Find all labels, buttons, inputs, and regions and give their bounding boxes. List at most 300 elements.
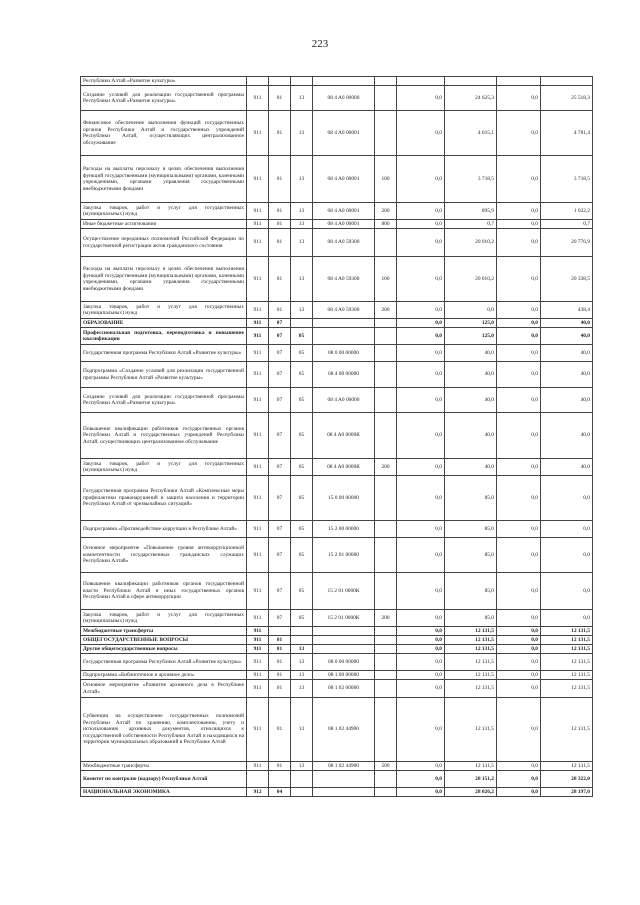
row-subsection-code: 05 (291, 538, 313, 573)
row-admin-code: 911 (247, 627, 269, 636)
row-expense-type: 200 (375, 459, 397, 476)
row-admin-code: 911 (247, 459, 269, 476)
row-value-1: 0,0 (397, 156, 445, 203)
row-expense-type (375, 476, 397, 521)
row-expense-type: 200 (375, 302, 397, 319)
row-name: Основное мероприятие «Развитие архивного дела в Республике Алтай» (81, 680, 247, 698)
row-subsection-code: 13 (291, 86, 313, 111)
row-value-4: 40,0 (541, 459, 593, 476)
row-admin-code: 911 (247, 203, 269, 220)
row-subsection-code: 05 (291, 573, 313, 610)
row-value-3: 0,0 (497, 459, 541, 476)
row-name: Закупка товаров, работ и услуг для государственных (муниципальных) нужд (81, 459, 247, 476)
row-section-code: 07 (269, 328, 291, 345)
row-expense-type (375, 362, 397, 388)
row-value-3: 0,0 (497, 345, 541, 362)
row-target-code: 15 2 00 00000 (313, 521, 375, 538)
table-row (81, 319, 593, 328)
row-name: Государственная программа Республики Алтай «Комплексные меры профилактики правонарушений и защита населения и территории Республики Алтай от чрезвычайных ситуаций» (81, 476, 247, 521)
row-section-code: 01 (269, 762, 291, 771)
row-section-code: 01 (269, 654, 291, 671)
row-admin-code: 911 (247, 362, 269, 388)
row-subsection-code: 05 (291, 521, 313, 538)
row-value-2: 0,7 (445, 220, 497, 229)
row-name: Закупка товаров, работ и услуг для государственных (муниципальных) нужд (81, 610, 247, 627)
row-admin-code: 911 (247, 573, 269, 610)
row-value-2: 40,0 (445, 459, 497, 476)
row-admin-code: 911 (247, 671, 269, 680)
table-row (81, 257, 593, 302)
row-expense-type (375, 521, 397, 538)
row-value-4: 12 131,5 (541, 762, 593, 771)
row-expense-type (375, 636, 397, 645)
row-section-code: 07 (269, 459, 291, 476)
row-target-code: 08 0 00 00000 (313, 345, 375, 362)
row-value-1: 0,0 (397, 111, 445, 156)
row-section-code: 07 (269, 362, 291, 388)
row-value-4: 0,7 (541, 220, 593, 229)
row-name: ОБРАЗОВАНИЕ (81, 319, 247, 328)
row-admin-code: 911 (247, 654, 269, 671)
row-admin-code: 911 (247, 762, 269, 771)
row-section-code: 07 (269, 610, 291, 627)
row-value-1: 0,0 (397, 771, 445, 788)
row-admin-code: 911 (247, 413, 269, 459)
row-value-4: 438,4 (541, 302, 593, 319)
table-row (81, 671, 593, 680)
row-name: Межбюджетные трансферты (81, 762, 247, 771)
row-subsection-code: 05 (291, 413, 313, 459)
row-section-code: 01 (269, 111, 291, 156)
row-value-2: 12 131,5 (445, 645, 497, 654)
row-admin-code: 911 (247, 698, 269, 762)
row-target-code: 08 0 00 00000 (313, 654, 375, 671)
row-subsection-code: 13 (291, 654, 313, 671)
row-subsection-code: 05 (291, 328, 313, 345)
row-target-code: 15 0 00 00000 (313, 476, 375, 521)
row-name: НАЦИОНАЛЬНАЯ ЭКОНОМИКА (81, 788, 247, 797)
row-name: Другие общегосударственные вопросы (81, 645, 247, 654)
row-target-code (313, 328, 375, 345)
table-row (81, 77, 593, 86)
row-section-code: 01 (269, 680, 291, 698)
row-value-4: 40,0 (541, 388, 593, 413)
row-section-code: 01 (269, 86, 291, 111)
row-expense-type: 800 (375, 220, 397, 229)
row-subsection-code: 13 (291, 229, 313, 257)
row-value-3: 0,0 (497, 319, 541, 328)
row-value-4: 12 131,5 (541, 654, 593, 671)
row-admin-code: 911 (247, 645, 269, 654)
row-value-1: 0,0 (397, 220, 445, 229)
table-row (81, 328, 593, 345)
row-subsection-code: 13 (291, 257, 313, 302)
row-expense-type: 100 (375, 156, 397, 203)
row-expense-type (375, 771, 397, 788)
row-expense-type (375, 671, 397, 680)
row-expense-type (375, 680, 397, 698)
row-value-3: 0,0 (497, 362, 541, 388)
row-target-code: 08 4 A0 00001 (313, 220, 375, 229)
row-section-code: 07 (269, 388, 291, 413)
row-value-2: 85,0 (445, 573, 497, 610)
row-value-2: 12 131,5 (445, 698, 497, 762)
row-target-code: 08 1 02 44900 (313, 698, 375, 762)
row-value-1: 0,0 (397, 203, 445, 220)
row-subsection-code: 13 (291, 671, 313, 680)
row-section-code: 01 (269, 645, 291, 654)
row-section-code: 01 (269, 229, 291, 257)
row-target-code: 08 4 A0 0000К (313, 413, 375, 459)
row-value-1: 0,0 (397, 319, 445, 328)
row-expense-type: 200 (375, 203, 397, 220)
row-section-code: 01 (269, 302, 291, 319)
row-name: Подпрограмма «Библиотечное и архивное дело» (81, 671, 247, 680)
budget-table (80, 76, 593, 797)
row-section-code (269, 77, 291, 86)
row-admin-code: 911 (247, 319, 269, 328)
row-expense-type (375, 645, 397, 654)
row-target-code: 08 4 A0 00000 (313, 86, 375, 111)
row-value-4: 28 197,0 (541, 788, 593, 797)
row-value-2: 4 615,1 (445, 111, 497, 156)
row-section-code: 01 (269, 671, 291, 680)
row-name: Создание условий для реализации государственной программы Республики Алтай «Развитие культуры» (81, 388, 247, 413)
row-value-4: 20 776,9 (541, 229, 593, 257)
row-value-1: 0,0 (397, 627, 445, 636)
row-value-4: 12 131,5 (541, 636, 593, 645)
row-value-2: 40,0 (445, 345, 497, 362)
row-target-code: 15 2 01 0000К (313, 610, 375, 627)
table-row (81, 220, 593, 229)
row-value-3: 0,0 (497, 636, 541, 645)
row-name: Подпрограмма «Создание условий для реализации государственной программы Республики Алтай «Развитие культуры» (81, 362, 247, 388)
row-value-2: 12 131,5 (445, 636, 497, 645)
row-subsection-code: 13 (291, 680, 313, 698)
row-name: Закупка товаров, работ и услуг для государственных (муниципальных) нужд (81, 302, 247, 319)
table-row (81, 698, 593, 762)
row-admin-code: 911 (247, 636, 269, 645)
table-row (81, 388, 593, 413)
page-number: 223 (311, 38, 329, 50)
row-subsection-code: 13 (291, 156, 313, 203)
row-value-2: 125,0 (445, 319, 497, 328)
row-name: Основное мероприятие «Повышение уровня антикоррупционной компетентности государственных гражданских служащих Республики Алтай» (81, 538, 247, 573)
row-admin-code: 911 (247, 86, 269, 111)
row-value-1: 0,0 (397, 86, 445, 111)
row-value-3: 0,0 (497, 645, 541, 654)
row-target-code: 08 4 A0 00000 (313, 388, 375, 413)
row-section-code: 01 (269, 156, 291, 203)
row-value-2: 85,0 (445, 538, 497, 573)
row-subsection-code (291, 319, 313, 328)
row-target-code: 08 4 A0 59300 (313, 257, 375, 302)
row-value-2: 12 131,5 (445, 671, 497, 680)
row-target-code (313, 636, 375, 645)
row-value-2: 40,0 (445, 362, 497, 388)
table-row (81, 680, 593, 698)
row-value-1: 0,0 (397, 413, 445, 459)
row-value-4: 12 131,5 (541, 698, 593, 762)
row-target-code (313, 788, 375, 797)
row-value-3: 0,0 (497, 762, 541, 771)
row-subsection-code: 13 (291, 698, 313, 762)
row-value-2: 40,0 (445, 388, 497, 413)
row-value-2: 12 131,5 (445, 680, 497, 698)
row-value-3: 0,0 (497, 229, 541, 257)
row-subsection-code: 05 (291, 362, 313, 388)
row-expense-type: 200 (375, 610, 397, 627)
table-row (81, 538, 593, 573)
row-value-4: 40,0 (541, 413, 593, 459)
row-value-1: 0,0 (397, 345, 445, 362)
row-admin-code: 911 (247, 156, 269, 203)
table-row (81, 229, 593, 257)
row-value-3: 0,0 (497, 203, 541, 220)
table-row (81, 521, 593, 538)
row-value-1: 0,0 (397, 459, 445, 476)
row-expense-type (375, 86, 397, 111)
row-value-4: 0,0 (541, 476, 593, 521)
row-expense-type (375, 698, 397, 762)
row-value-1: 0,0 (397, 362, 445, 388)
row-value-2 (445, 77, 497, 86)
row-value-2: 12 131,5 (445, 654, 497, 671)
row-target-code (313, 627, 375, 636)
row-value-2: 28 026,2 (445, 788, 497, 797)
row-section-code: 01 (269, 257, 291, 302)
table-row (81, 111, 593, 156)
row-expense-type: 100 (375, 257, 397, 302)
row-value-4 (541, 77, 593, 86)
row-name: Межбюджетные трансферты (81, 627, 247, 636)
row-name: Повышение квалификации работников государственных органов Республики Алтай и государственных учреждений Республики Алтай, осуществляющих централизованное обслуживание (81, 413, 247, 459)
row-value-2: 28 151,2 (445, 771, 497, 788)
row-admin-code: 911 (247, 220, 269, 229)
row-expense-type (375, 328, 397, 345)
row-admin-code: 911 (247, 538, 269, 573)
row-value-4: 40,0 (541, 328, 593, 345)
row-admin-code: 911 (247, 521, 269, 538)
row-target-code: 08 4 A0 0000К (313, 459, 375, 476)
row-name: Создание условий для реализации государственной программы Республики Алтай «Развитие культуры» (81, 86, 247, 111)
row-value-4: 12 131,5 (541, 627, 593, 636)
row-value-4: 12 131,5 (541, 671, 593, 680)
table-row (81, 771, 593, 788)
row-target-code: 08 1 02 44900 (313, 762, 375, 771)
row-value-4: 40,0 (541, 362, 593, 388)
row-value-3: 0,0 (497, 86, 541, 111)
row-section-code: 07 (269, 538, 291, 573)
row-value-4: 3 718,5 (541, 156, 593, 203)
row-value-2: 20 010,2 (445, 257, 497, 302)
row-admin-code: 911 (247, 257, 269, 302)
row-section-code: 01 (269, 698, 291, 762)
row-admin-code: 911 (247, 111, 269, 156)
row-expense-type (375, 538, 397, 573)
row-value-4: 20 338,5 (541, 257, 593, 302)
row-section-code: 04 (269, 788, 291, 797)
table-row (81, 345, 593, 362)
row-target-code: 08 4 00 00000 (313, 362, 375, 388)
row-subsection-code: 13 (291, 220, 313, 229)
row-name: Субвенции на осуществление государственных полномочий Республики Алтай по хранению, комплектованию, учету и использованию архивных документов, относящихся к государственной собственности Республики Алтай и находящихся на территории муниципальных образований в Республике Алтай (81, 698, 247, 762)
row-section-code: 07 (269, 345, 291, 362)
row-value-2: 24 625,3 (445, 86, 497, 111)
table-row (81, 362, 593, 388)
row-value-3: 0,0 (497, 111, 541, 156)
row-name: Финансовое обеспечение выполнения функций государственных органов Республики Алтай и государственных учреждений Республики Алтай, осуществляющих централизованное обслуживание (81, 111, 247, 156)
row-section-code: 07 (269, 476, 291, 521)
row-value-3: 0,0 (497, 328, 541, 345)
row-expense-type (375, 627, 397, 636)
row-section-code: 01 (269, 220, 291, 229)
row-admin-code: 912 (247, 788, 269, 797)
row-target-code (313, 645, 375, 654)
row-value-1: 0,0 (397, 538, 445, 573)
row-name: Иные бюджетные ассигнования (81, 220, 247, 229)
row-expense-type (375, 111, 397, 156)
table-row (81, 788, 593, 797)
row-subsection-code: 05 (291, 476, 313, 521)
row-section-code: 07 (269, 573, 291, 610)
row-value-2: 85,0 (445, 610, 497, 627)
row-name: Профессиональная подготовка, переподготовка и повышение квалификации (81, 328, 247, 345)
row-value-1: 0,0 (397, 328, 445, 345)
row-subsection-code (291, 771, 313, 788)
row-subsection-code: 13 (291, 645, 313, 654)
row-value-1: 0,0 (397, 610, 445, 627)
row-subsection-code (291, 77, 313, 86)
row-value-3: 0,0 (497, 521, 541, 538)
row-value-4: 40,0 (541, 319, 593, 328)
row-value-3: 0,0 (497, 610, 541, 627)
row-section-code: 07 (269, 319, 291, 328)
row-value-2: 125,0 (445, 328, 497, 345)
row-value-1 (397, 77, 445, 86)
table-row (81, 762, 593, 771)
row-expense-type (375, 413, 397, 459)
row-value-1: 0,0 (397, 680, 445, 698)
row-value-1: 0,0 (397, 476, 445, 521)
row-value-3: 0,0 (497, 220, 541, 229)
row-value-2: 12 131,5 (445, 627, 497, 636)
row-value-1: 0,0 (397, 645, 445, 654)
row-value-2: 85,0 (445, 521, 497, 538)
row-value-4: 12 131,5 (541, 645, 593, 654)
row-value-1: 0,0 (397, 698, 445, 762)
row-value-3: 0,0 (497, 257, 541, 302)
row-value-2: 12 131,5 (445, 762, 497, 771)
row-value-2: 0,0 (445, 302, 497, 319)
row-expense-type (375, 345, 397, 362)
row-value-3: 0,0 (497, 573, 541, 610)
row-value-4: 4 781,4 (541, 111, 593, 156)
row-target-code (313, 771, 375, 788)
row-name: Комитет по контролю (надзору) Республики Алтай (81, 771, 247, 788)
row-value-3: 0,0 (497, 388, 541, 413)
row-admin-code: 911 (247, 229, 269, 257)
row-value-3: 0,0 (497, 413, 541, 459)
row-subsection-code: 13 (291, 302, 313, 319)
row-value-3: 0,0 (497, 680, 541, 698)
row-value-3: 0,0 (497, 302, 541, 319)
row-name: Государственная программа Республики Алтай «Развитие культуры» (81, 345, 247, 362)
row-value-3: 0,0 (497, 771, 541, 788)
row-subsection-code: 13 (291, 762, 313, 771)
table-row (81, 627, 593, 636)
row-value-3: 0,0 (497, 788, 541, 797)
row-subsection-code (291, 636, 313, 645)
row-admin-code: 911 (247, 476, 269, 521)
table-row (81, 610, 593, 627)
row-admin-code: 911 (247, 388, 269, 413)
row-value-4: 1 022,2 (541, 203, 593, 220)
row-value-4: 0,0 (541, 573, 593, 610)
row-admin-code: 911 (247, 302, 269, 319)
row-target-code: 08 1 00 00000 (313, 671, 375, 680)
row-value-1: 0,0 (397, 573, 445, 610)
row-admin-code: 911 (247, 610, 269, 627)
row-target-code: 08 4 A0 00001 (313, 203, 375, 220)
row-value-3: 0,0 (497, 654, 541, 671)
row-admin-code (247, 77, 269, 86)
row-subsection-code (291, 788, 313, 797)
row-target-code: 08 4 A0 00001 (313, 156, 375, 203)
row-name: Закупка товаров, работ и услуг для государственных (муниципальных) нужд (81, 203, 247, 220)
row-expense-type: 500 (375, 762, 397, 771)
row-expense-type (375, 77, 397, 86)
row-expense-type (375, 573, 397, 610)
row-value-1: 0,0 (397, 636, 445, 645)
row-section-code: 01 (269, 203, 291, 220)
row-target-code: 15 2 01 0000К (313, 573, 375, 610)
row-subsection-code: 05 (291, 345, 313, 362)
row-value-3: 0,0 (497, 156, 541, 203)
row-target-code: 08 4 A0 00001 (313, 111, 375, 156)
row-target-code: 08 1 02 00000 (313, 680, 375, 698)
row-expense-type (375, 319, 397, 328)
row-value-2: 85,0 (445, 476, 497, 521)
row-value-4: 12 131,5 (541, 680, 593, 698)
row-subsection-code: 05 (291, 610, 313, 627)
row-expense-type (375, 788, 397, 797)
row-name: ОБЩЕГОСУДАРСТВЕННЫЕ ВОПРОСЫ (81, 636, 247, 645)
row-section-code (269, 627, 291, 636)
row-value-1: 0,0 (397, 788, 445, 797)
table-row (81, 203, 593, 220)
row-name: Расходы на выплаты персоналу в целях обеспечения выполнения функций государственными (муниципальными) органами, казенными учреждениями, органами управления государственными внебюджетными фондами (81, 257, 247, 302)
row-expense-type (375, 654, 397, 671)
row-value-1: 0,0 (397, 388, 445, 413)
table-row (81, 645, 593, 654)
row-value-4: 40,0 (541, 345, 593, 362)
row-value-3: 0,0 (497, 476, 541, 521)
table-row (81, 459, 593, 476)
row-value-3: 0,0 (497, 671, 541, 680)
table-row (81, 302, 593, 319)
row-value-1: 0,0 (397, 671, 445, 680)
row-value-3: 0,0 (497, 627, 541, 636)
row-value-3: 0,0 (497, 538, 541, 573)
row-section-code (269, 771, 291, 788)
row-value-2: 40,0 (445, 413, 497, 459)
row-admin-code (247, 771, 269, 788)
row-expense-type (375, 388, 397, 413)
row-value-4: 0,0 (541, 521, 593, 538)
row-target-code: 15 2 01 00000 (313, 538, 375, 573)
row-value-3: 0,0 (497, 698, 541, 762)
